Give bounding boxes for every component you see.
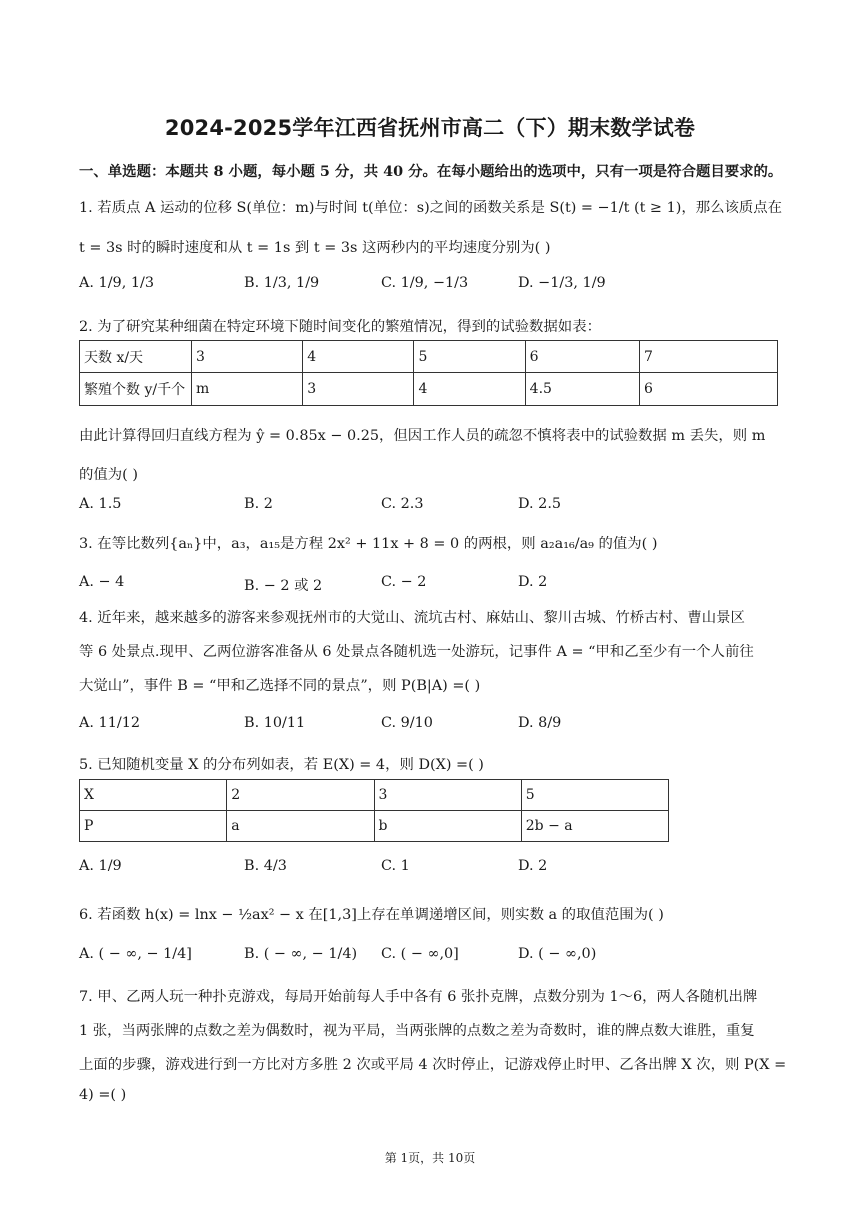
q4-option-b: B. 10/11 — [244, 715, 306, 731]
q5-option-c: C. 1 — [381, 858, 410, 874]
q3-option-b: B. − 2 或 2 — [244, 578, 323, 594]
q7-line4: 4) =( ) — [79, 1087, 127, 1103]
table-row — [80, 780, 669, 811]
table-cell: 6 — [639, 373, 777, 406]
q4-line3: 大觉山”，事件 B = “甲和乙选择不同的景点”，则 P(B|A) =( ) — [79, 678, 481, 694]
q3-option-d: D. 2 — [518, 574, 548, 590]
q7-line3: 上面的步骤，游戏进行到一方比对方多胜 2 次或平局 4 次时停止，记游戏停止时甲、乙各出牌 X 次，则 P(X = — [79, 1057, 787, 1073]
q2-line2: 由此计算得回归直线方程为 ŷ = 0.85x − 0.25，但因工作人员的疏忽不慎将表中的试验数据 m 丢失，则 m — [79, 428, 766, 444]
q1-line1: 1. 若质点 A 运动的位移 S(单位：m)与时间 t(单位：s)之间的函数关系是 S(t) = −1/t (t ≥ 1)，那么该质点在 — [79, 200, 783, 216]
q4-line1: 4. 近年来，越来越多的游客来参观抚州市的大觉山、流坑古村、麻姑山、黎川古城、竹桥古村、曹山景区 — [79, 610, 745, 626]
q7-line1: 7. 甲、乙两人玩一种扑克游戏，每局开始前每人手中各有 6 张扑克牌，点数分别为 1～6，两人各随机出牌 — [79, 989, 758, 1005]
table-cell: 4 — [303, 341, 414, 373]
table-cell: 4.5 — [525, 373, 639, 406]
q3-line1: 3. 在等比数列{aₙ}中，a₃，a₁₅是方程 2x² + 11x + 8 = 0 的两根，则 a₂a₁₆/a₉ 的值为( ) — [79, 536, 658, 552]
table-cell: 天数 x/天 — [80, 341, 192, 373]
q7-line2: 1 张，当两张牌的点数之差为偶数时，视为平局，当两张牌的点数之差为奇数时，谁的牌点数大谁胜，重复 — [79, 1023, 755, 1039]
q4-line2: 等 6 处景点.现甲、乙两位游客准备从 6 处景点各随机选一处游玩，记事件 A = “甲和乙至少有一个人前往 — [79, 644, 754, 660]
table-cell: 5 — [414, 341, 525, 373]
table-cell: 2b − a — [521, 811, 668, 842]
q2-option-c: C. 2.3 — [381, 496, 424, 512]
q1-option-a: A. 1/9, 1/3 — [79, 275, 155, 291]
q1-option-d: D. −1/3, 1/9 — [518, 275, 606, 291]
table-cell: 4 — [414, 373, 525, 406]
section-heading: 一、单选题：本题共 8 小题，每小题 5 分，共 40 分。在每小题给出的选项中，只有一项是符合题目要求的。 — [79, 163, 783, 180]
q3-option-a: A. − 4 — [79, 574, 125, 590]
q2-line1: 2. 为了研究某种细菌在特定环境下随时间变化的繁殖情况，得到的试验数据如表： — [79, 319, 601, 335]
q6-option-a: A. ( − ∞, − 1/4] — [79, 946, 192, 962]
q4-option-c: C. 9/10 — [381, 715, 433, 731]
q1-option-c: C. 1/9, −1/3 — [381, 275, 469, 291]
q2-option-a: A. 1.5 — [79, 496, 122, 512]
q2-line3: 的值为( ) — [79, 467, 138, 483]
q5-line1: 5. 已知随机变量 X 的分布列如表，若 E(X) = 4，则 D(X) =( ) — [79, 757, 484, 773]
table-cell: a — [227, 811, 374, 842]
q2-option-b: B. 2 — [244, 496, 273, 512]
q6-option-d: D. ( − ∞,0) — [518, 946, 597, 962]
table-cell: 2 — [227, 780, 374, 811]
q5-option-a: A. 1/9 — [79, 858, 122, 874]
q1-option-b: B. 1/3, 1/9 — [244, 275, 320, 291]
table-cell: X — [80, 780, 227, 811]
q4-option-a: A. 11/12 — [79, 715, 141, 731]
table-row — [80, 341, 778, 373]
q1-line2: t = 3s 时的瞬时速度和从 t = 1s 到 t = 3s 这两秒内的平均速度分别为( ) — [79, 240, 551, 256]
table-cell: m — [191, 373, 302, 406]
page-footer: 第 1页，共 10页 — [384, 1151, 476, 1165]
q6-line1: 6. 若函数 h(x) = lnx − ½ax² − x 在[1,3]上存在单调递增区间，则实数 a 的取值范围为( ) — [79, 907, 664, 923]
table-cell: 3 — [191, 341, 302, 373]
table-cell: b — [374, 811, 521, 842]
table-cell: 7 — [639, 341, 777, 373]
table-row — [80, 811, 669, 842]
table-cell: 3 — [374, 780, 521, 811]
q3-option-c: C. − 2 — [381, 574, 427, 590]
q6-option-b: B. ( − ∞, − 1/4) — [244, 946, 358, 962]
table-cell: P — [80, 811, 227, 842]
q5-option-d: D. 2 — [518, 858, 548, 874]
table-cell: 3 — [303, 373, 414, 406]
table-row — [80, 373, 778, 406]
q6-option-c: C. ( − ∞,0] — [381, 946, 459, 962]
q2-data-table — [79, 340, 778, 406]
table-cell: 繁殖个数 y/千个 — [80, 373, 192, 406]
table-cell: 6 — [525, 341, 639, 373]
q5-distribution-table — [79, 779, 669, 842]
exam-title: 2024-2025学年江西省抚州市高二（下）期末数学试卷 — [164, 116, 696, 140]
q5-option-b: B. 4/3 — [244, 858, 287, 874]
q2-option-d: D. 2.5 — [518, 496, 562, 512]
q4-option-d: D. 8/9 — [518, 715, 562, 731]
table-cell: 5 — [521, 780, 668, 811]
